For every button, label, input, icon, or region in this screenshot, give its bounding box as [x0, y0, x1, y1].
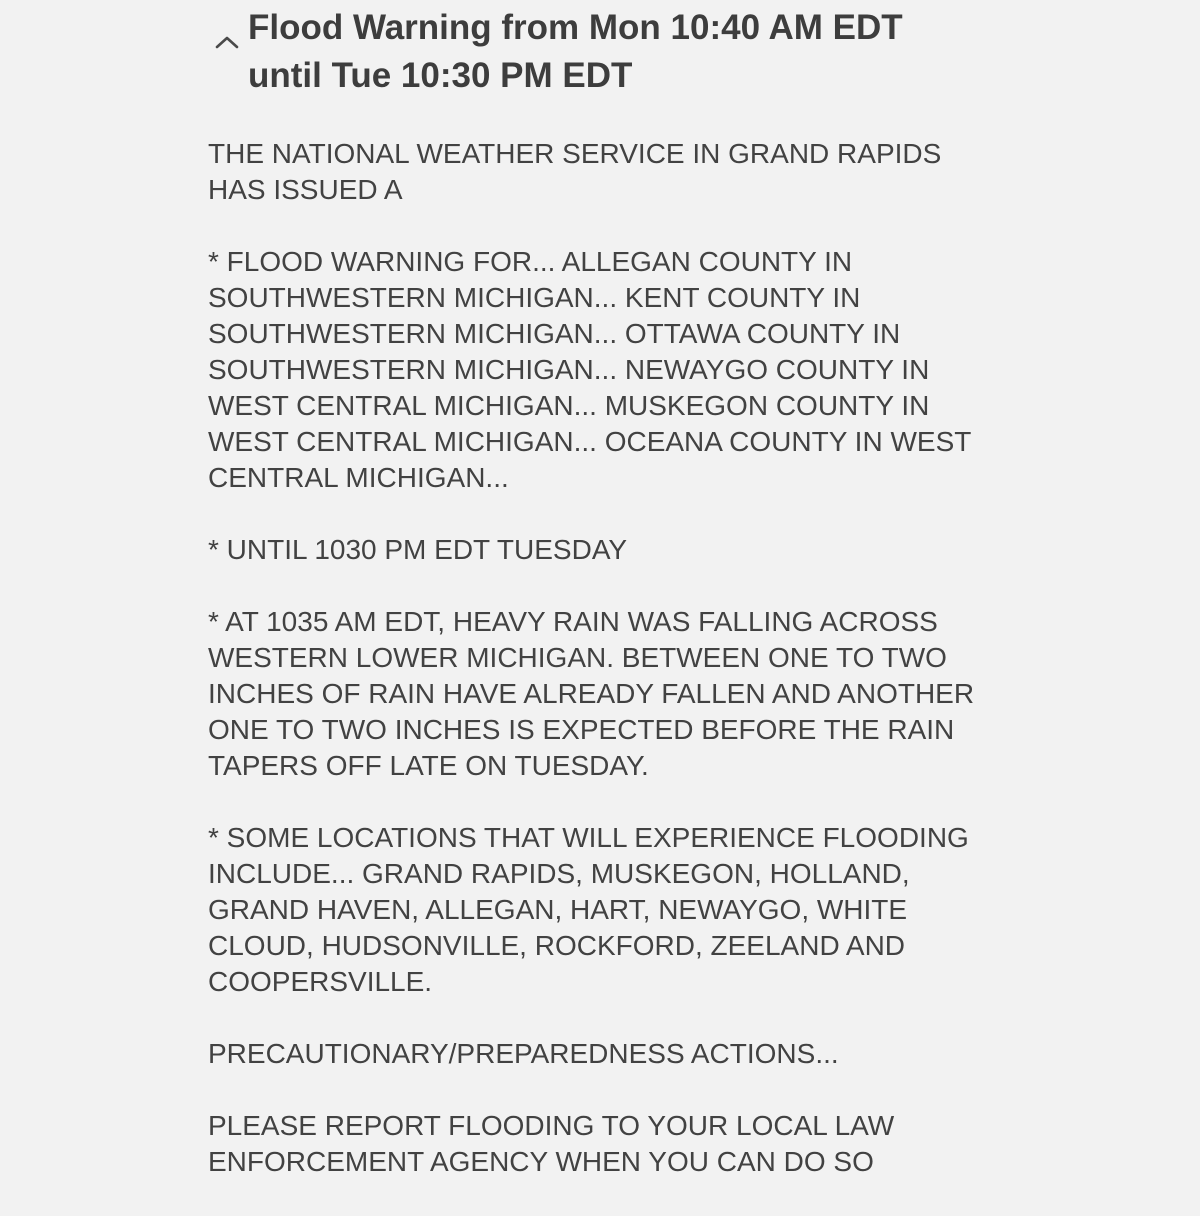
alert-title	[248, 4, 903, 100]
text-line: CENTRAL MICHIGAN...	[208, 462, 509, 493]
text-line: WEST CENTRAL MICHIGAN... OCEANA COUNTY IN WEST	[208, 426, 972, 457]
alert-paragraph-issuer	[208, 136, 1008, 208]
text-line: ENFORCEMENT AGENCY WHEN YOU CAN DO SO	[208, 1146, 874, 1177]
alert-paragraph-situation	[208, 604, 1008, 784]
text-line: ONE TO TWO INCHES IS EXPECTED BEFORE THE RAIN	[208, 714, 955, 745]
text-line: INCHES OF RAIN HAVE ALREADY FALLEN AND ANOTHER	[208, 678, 975, 709]
text-line: COOPERSVILLE.	[208, 966, 433, 997]
text-line: SOUTHWESTERN MICHIGAN... NEWAYGO COUNTY IN	[208, 354, 930, 385]
text-line: CLOUD, HUDSONVILLE, ROCKFORD, ZEELAND AND	[208, 930, 906, 961]
text-line: THE NATIONAL WEATHER SERVICE IN GRAND RAPIDS	[208, 138, 942, 169]
text-line: * UNTIL 1030 PM EDT TUESDAY	[208, 534, 628, 565]
alert-title-line: until Tue 10:30 PM EDT	[248, 56, 633, 95]
alert-header[interactable]	[210, 4, 1030, 100]
text-line: GRAND HAVEN, ALLEGAN, HART, NEWAYGO, WHITE	[208, 894, 908, 925]
alert-paragraph-locations	[208, 820, 1008, 1000]
text-line: WESTERN LOWER MICHIGAN. BETWEEN ONE TO TWO	[208, 642, 947, 673]
text-line: HAS ISSUED A	[208, 174, 403, 205]
alert-paragraph-counties	[208, 244, 1008, 496]
alert-paragraph-actions-heading	[208, 1036, 1008, 1072]
text-line: PLEASE REPORT FLOODING TO YOUR LOCAL LAW	[208, 1110, 895, 1141]
text-line: SOUTHWESTERN MICHIGAN... OTTAWA COUNTY IN	[208, 318, 901, 349]
text-line: * AT 1035 AM EDT, HEAVY RAIN WAS FALLING ACROSS	[208, 606, 938, 637]
alert-description	[208, 136, 1008, 1216]
text-line: SOUTHWESTERN MICHIGAN... KENT COUNTY IN	[208, 282, 861, 313]
alert-paragraph-until	[208, 532, 1008, 568]
alert-paragraph-report	[208, 1108, 1008, 1180]
text-line: TAPERS OFF LATE ON TUESDAY.	[208, 750, 649, 781]
text-line: INCLUDE... GRAND RAPIDS, MUSKEGON, HOLLAND,	[208, 858, 910, 889]
text-line: WEST CENTRAL MICHIGAN... MUSKEGON COUNTY IN	[208, 390, 930, 421]
text-line: PRECAUTIONARY/PREPAREDNESS ACTIONS...	[208, 1038, 839, 1069]
chevron-up-icon[interactable]	[210, 34, 244, 74]
alert-title-line: Flood Warning from Mon 10:40 AM EDT	[248, 8, 903, 47]
text-line: * FLOOD WARNING FOR... ALLEGAN COUNTY IN	[208, 246, 853, 277]
text-line: * SOME LOCATIONS THAT WILL EXPERIENCE FLOODING	[208, 822, 969, 853]
